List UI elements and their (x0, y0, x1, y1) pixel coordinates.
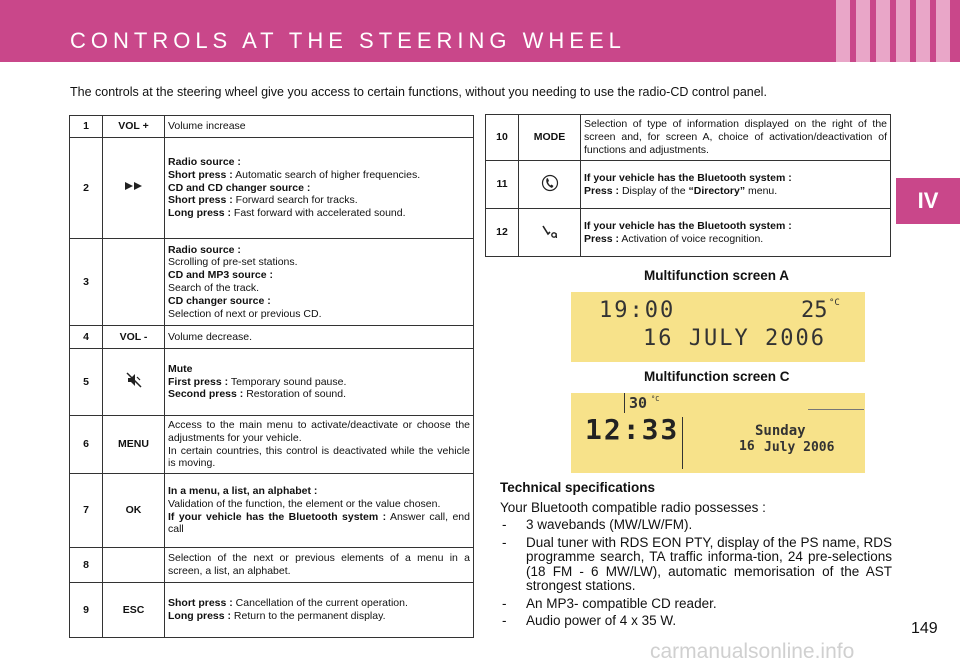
control-number: 10 (486, 115, 519, 161)
control-description (581, 209, 891, 257)
table-row (486, 115, 891, 161)
control-description (165, 474, 474, 548)
list-item: - An MP3- compatible CD reader. (500, 597, 892, 612)
control-description (165, 583, 474, 638)
control-number: 7 (70, 474, 103, 548)
desc-line (168, 376, 470, 389)
desc-text: Temporary sound pause. (228, 375, 347, 388)
header-stripe (876, 0, 890, 62)
desc-text: Answer call, end call (168, 510, 470, 536)
screen-c-divider (682, 417, 683, 469)
forward-arrow-icon (123, 181, 145, 191)
control-description (581, 161, 891, 209)
desc-text: Validation of the function, the element or the value chosen. (168, 497, 441, 510)
specs-title: Technical specifications (500, 480, 656, 495)
desc-menu-name: “Directory” (688, 184, 746, 197)
desc-heading: Radio source : (168, 243, 241, 256)
control-description (165, 239, 474, 326)
control-description (165, 416, 474, 474)
control-key-label: MODE (519, 115, 581, 161)
control-description: Volume decrease. (165, 326, 474, 349)
desc-label: If your vehicle has the Bluetooth system : (168, 510, 387, 523)
screen-c-date-rest: July 2006 (764, 440, 835, 455)
mute-icon (126, 372, 142, 388)
desc-text: Automatic search of higher frequencies. (232, 168, 421, 181)
control-key-label: OK (103, 474, 165, 548)
page-title: CONTROLS AT THE STEERING WHEEL (70, 28, 626, 53)
phone-handset-icon (541, 174, 559, 192)
desc-label: Press : (584, 184, 620, 197)
desc-text: Forward search for tracks. (232, 194, 358, 207)
control-number: 12 (486, 209, 519, 257)
desc-line (168, 194, 470, 207)
header-stripe (856, 0, 870, 62)
screen-a-temp: 25 (801, 298, 828, 323)
table-row (70, 138, 474, 239)
specs-intro: Your Bluetooth compatible radio possesses : (500, 500, 766, 515)
table-row (70, 416, 474, 474)
desc-line (168, 610, 470, 623)
desc-line (584, 233, 887, 246)
control-key-icon-cell (103, 548, 165, 583)
control-number: 9 (70, 583, 103, 638)
control-description: Volume increase (165, 116, 474, 138)
screen-c-rule (808, 409, 864, 410)
intro-text: The controls at the steering wheel give you access to certain functions, without you needing to use the radio-CD control panel. (70, 85, 767, 99)
screen-c-temp-unit: °C (651, 395, 660, 403)
page-header (0, 0, 960, 62)
desc-heading: In a menu, a list, an alphabet : (168, 484, 318, 497)
chapter-tab[interactable]: IV (896, 178, 960, 224)
desc-label: Short press : (168, 597, 233, 610)
control-number: 8 (70, 548, 103, 583)
screen-c-time: 12:33 (585, 413, 680, 446)
desc-text: Activation of voice recognition. (619, 232, 764, 245)
desc-heading: CD changer source : (168, 294, 271, 307)
screen-c-divider (624, 393, 625, 413)
desc-heading: CD and MP3 source : (168, 269, 274, 282)
control-number: 6 (70, 416, 103, 474)
control-number: 11 (486, 161, 519, 209)
desc-label: Long press : (168, 610, 232, 622)
controls-table-left (69, 115, 474, 638)
specs-list (500, 518, 892, 632)
desc-line (168, 169, 470, 182)
desc-heading: Mute (168, 362, 193, 375)
control-key-label: ESC (103, 583, 165, 638)
desc-text: Cancellation of the current operation. (232, 597, 408, 610)
control-key-icon-cell (103, 138, 165, 239)
control-number: 3 (70, 239, 103, 326)
desc-label: Second press : (168, 388, 244, 401)
table-row (70, 239, 474, 326)
desc-label: Long press : (168, 207, 232, 220)
desc-text: Display of the (619, 184, 689, 197)
control-number: 4 (70, 326, 103, 349)
desc-label: Press : (584, 232, 620, 245)
desc-text: Fast forward with accelerated sound. (231, 207, 406, 220)
desc-text: Scrolling of pre-set stations. (168, 256, 298, 269)
control-number: 1 (70, 116, 103, 138)
desc-line (168, 388, 470, 401)
control-key-icon-cell (103, 349, 165, 416)
desc-text: Search of the track. (168, 282, 260, 294)
table-row (486, 209, 891, 257)
header-stripe (836, 0, 850, 62)
table-row (70, 326, 474, 349)
list-item: - Dual tuner with RDS EON PTY, display of the PS name, RDS programme search, TA traffic informa-tion, 24 pre-selections (18 FM - 6 MW/LW), automatic memorisation of the AST strongest stations. (500, 536, 892, 594)
desc-line (584, 185, 887, 198)
header-stripe (896, 0, 910, 62)
screen-a-date: 16 JULY 2006 (643, 326, 826, 351)
control-key-label: VOL + (103, 116, 165, 138)
control-key-label: VOL - (103, 326, 165, 349)
desc-text: Restoration of sound. (243, 388, 347, 401)
page-number: 149 (911, 620, 938, 637)
list-item: - Audio power of 4 x 35 W. (500, 614, 892, 629)
desc-text: menu. (745, 184, 778, 197)
screen-c-label: Multifunction screen C (644, 369, 790, 384)
desc-text: Return to the permanent display. (231, 610, 386, 622)
table-row (70, 474, 474, 548)
desc-label: First press : (168, 375, 229, 388)
control-key-icon-cell (519, 161, 581, 209)
header-stripe (916, 0, 930, 62)
desc-text: Selection of next or previous CD. (168, 307, 322, 320)
desc-label: Short press : (168, 194, 233, 207)
screen-c-day: Sunday (755, 423, 806, 439)
table-row (70, 349, 474, 416)
desc-line (168, 597, 470, 610)
control-description: Selection of type of information displayed on the right of the screen and, for screen A, choice of activation/deactivation of functions and adjustments. (581, 115, 891, 161)
desc-heading: CD and CD changer source : (168, 181, 311, 194)
list-item: - 3 wavebands (MW/LW/FM). (500, 518, 892, 533)
desc-heading: If your vehicle has the Bluetooth system : (584, 219, 792, 232)
control-key-label: MENU (103, 416, 165, 474)
control-description: Selection of the next or previous elements of a menu in a screen, a list, an alphabet. (165, 548, 474, 583)
table-row (70, 116, 474, 138)
multifunction-screen-a (571, 292, 865, 362)
desc-line (168, 207, 470, 220)
control-key-icon-cell (519, 209, 581, 257)
screen-a-temp-unit: °C (829, 298, 840, 308)
desc-text: Access to the main menu to activate/deactivate or choose the adjustments for your vehicle. (168, 418, 470, 444)
screen-c-temp: 30 (629, 394, 648, 412)
multifunction-screen-c (571, 393, 865, 473)
desc-heading: Radio source : (168, 156, 241, 168)
control-key-icon-cell (103, 239, 165, 326)
header-stripes (836, 0, 950, 62)
screen-c-date-day: 16 (739, 439, 755, 454)
table-row (70, 583, 474, 638)
table-row (70, 548, 474, 583)
desc-heading: If your vehicle has the Bluetooth system : (584, 171, 792, 184)
table-row (486, 161, 891, 209)
desc-text: In certain countries, this control is deactivated while the vehicle is moving. (168, 444, 470, 470)
header-stripe (936, 0, 950, 62)
control-description (165, 349, 474, 416)
desc-label: Short press : (168, 168, 233, 181)
desc-line (168, 511, 470, 537)
control-description (165, 138, 474, 239)
watermark: carmanualsonline.info (650, 640, 855, 663)
screen-a-time: 19:00 (599, 298, 676, 323)
screen-a-label: Multifunction screen A (644, 268, 790, 283)
control-number: 5 (70, 349, 103, 416)
control-number: 2 (70, 138, 103, 239)
controls-table-right (485, 114, 891, 257)
voice-recognition-icon (541, 223, 559, 239)
